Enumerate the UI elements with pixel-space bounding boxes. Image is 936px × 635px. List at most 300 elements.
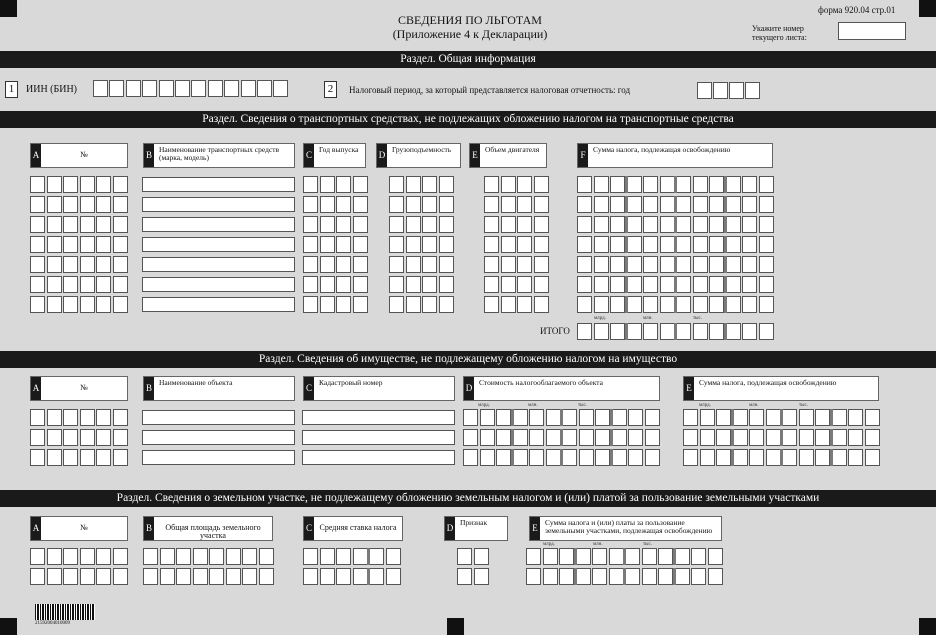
land-rate-cell[interactable] xyxy=(386,548,401,565)
transport-no-cell[interactable] xyxy=(80,296,95,313)
transport-tax-cell[interactable] xyxy=(709,296,724,313)
transport-year-cell[interactable] xyxy=(336,216,351,233)
land-tax-cell[interactable] xyxy=(708,568,723,585)
transport-capacity-cell[interactable] xyxy=(439,236,454,253)
transport-tax-cell[interactable] xyxy=(577,256,592,273)
transport-engine-cell[interactable] xyxy=(501,176,516,193)
property-tax-cell[interactable] xyxy=(865,449,880,466)
transport-no-cell[interactable] xyxy=(30,216,45,233)
iin-digit-cell[interactable] xyxy=(175,80,190,97)
transport-year-cell[interactable] xyxy=(303,176,318,193)
land-tax-cell[interactable] xyxy=(543,568,558,585)
transport-tax-cell[interactable] xyxy=(627,236,642,253)
transport-engine-cell[interactable] xyxy=(517,236,532,253)
property-value-cell[interactable] xyxy=(628,429,643,446)
land-tax-cell[interactable] xyxy=(543,548,558,565)
transport-no-cell[interactable] xyxy=(63,296,78,313)
transport-capacity-cell[interactable] xyxy=(406,276,421,293)
property-no-cell[interactable] xyxy=(63,449,78,466)
property-tax-cell[interactable] xyxy=(832,409,847,426)
transport-tax-cell[interactable] xyxy=(742,296,757,313)
property-tax-cell[interactable] xyxy=(683,429,698,446)
transport-total-cell[interactable] xyxy=(643,323,658,340)
property-no-cell[interactable] xyxy=(80,449,95,466)
transport-tax-cell[interactable] xyxy=(660,256,675,273)
transport-capacity-cell[interactable] xyxy=(389,196,404,213)
transport-tax-cell[interactable] xyxy=(676,256,691,273)
land-tax-cell[interactable] xyxy=(559,568,574,585)
transport-tax-cell[interactable] xyxy=(759,276,774,293)
property-value-cell[interactable] xyxy=(612,449,627,466)
land-no-cell[interactable] xyxy=(30,548,45,565)
land-tax-cell[interactable] xyxy=(675,548,690,565)
transport-tax-cell[interactable] xyxy=(742,256,757,273)
land-tax-cell[interactable] xyxy=(642,548,657,565)
iin-digit-cell[interactable] xyxy=(257,80,272,97)
transport-engine-cell[interactable] xyxy=(484,176,499,193)
transport-tax-cell[interactable] xyxy=(643,196,658,213)
property-value-cell[interactable] xyxy=(595,409,610,426)
iin-digit-cell[interactable] xyxy=(159,80,174,97)
transport-year-cell[interactable] xyxy=(336,276,351,293)
land-area-cell[interactable] xyxy=(259,568,274,585)
land-rate-cell[interactable] xyxy=(353,548,368,565)
property-value-cell[interactable] xyxy=(480,449,495,466)
year-digit-cell[interactable] xyxy=(697,82,712,99)
land-rate-cell[interactable] xyxy=(369,548,384,565)
transport-no-cell[interactable] xyxy=(96,256,111,273)
transport-tax-cell[interactable] xyxy=(660,176,675,193)
transport-year-cell[interactable] xyxy=(320,196,335,213)
land-tax-cell[interactable] xyxy=(691,548,706,565)
property-name-field[interactable] xyxy=(142,410,295,425)
transport-engine-cell[interactable] xyxy=(501,276,516,293)
transport-no-cell[interactable] xyxy=(80,276,95,293)
transport-tax-cell[interactable] xyxy=(726,196,741,213)
transport-no-cell[interactable] xyxy=(80,196,95,213)
transport-engine-cell[interactable] xyxy=(534,296,549,313)
iin-digit-cell[interactable] xyxy=(273,80,288,97)
land-rate-cell[interactable] xyxy=(336,568,351,585)
land-flag-cell[interactable] xyxy=(457,548,472,565)
transport-capacity-cell[interactable] xyxy=(389,216,404,233)
transport-tax-cell[interactable] xyxy=(660,196,675,213)
transport-tax-cell[interactable] xyxy=(709,276,724,293)
property-no-cell[interactable] xyxy=(47,409,62,426)
transport-year-cell[interactable] xyxy=(303,196,318,213)
transport-tax-cell[interactable] xyxy=(610,276,625,293)
transport-no-cell[interactable] xyxy=(30,256,45,273)
transport-no-cell[interactable] xyxy=(80,216,95,233)
land-tax-cell[interactable] xyxy=(625,568,640,585)
property-tax-cell[interactable] xyxy=(683,449,698,466)
property-value-cell[interactable] xyxy=(480,429,495,446)
property-tax-cell[interactable] xyxy=(700,449,715,466)
land-rate-cell[interactable] xyxy=(320,548,335,565)
property-tax-cell[interactable] xyxy=(733,449,748,466)
transport-year-cell[interactable] xyxy=(353,256,368,273)
property-no-cell[interactable] xyxy=(30,429,45,446)
land-no-cell[interactable] xyxy=(113,548,128,565)
transport-year-cell[interactable] xyxy=(353,236,368,253)
property-no-cell[interactable] xyxy=(63,409,78,426)
transport-capacity-cell[interactable] xyxy=(422,236,437,253)
transport-year-cell[interactable] xyxy=(353,196,368,213)
transport-tax-cell[interactable] xyxy=(742,276,757,293)
transport-tax-cell[interactable] xyxy=(577,236,592,253)
transport-no-cell[interactable] xyxy=(47,196,62,213)
property-value-cell[interactable] xyxy=(562,449,577,466)
property-tax-cell[interactable] xyxy=(832,449,847,466)
transport-tax-cell[interactable] xyxy=(594,176,609,193)
transport-year-cell[interactable] xyxy=(303,236,318,253)
property-value-cell[interactable] xyxy=(628,409,643,426)
property-value-cell[interactable] xyxy=(529,429,544,446)
transport-no-cell[interactable] xyxy=(47,296,62,313)
transport-engine-cell[interactable] xyxy=(501,196,516,213)
transport-tax-cell[interactable] xyxy=(660,296,675,313)
transport-tax-cell[interactable] xyxy=(594,236,609,253)
transport-total-cell[interactable] xyxy=(742,323,757,340)
land-area-cell[interactable] xyxy=(193,568,208,585)
iin-digit-cell[interactable] xyxy=(126,80,141,97)
transport-capacity-cell[interactable] xyxy=(422,296,437,313)
property-value-cell[interactable] xyxy=(463,429,478,446)
transport-tax-cell[interactable] xyxy=(577,276,592,293)
transport-year-cell[interactable] xyxy=(303,296,318,313)
property-value-cell[interactable] xyxy=(612,429,627,446)
transport-no-cell[interactable] xyxy=(113,276,128,293)
property-no-cell[interactable] xyxy=(96,429,111,446)
property-value-cell[interactable] xyxy=(546,429,561,446)
property-value-cell[interactable] xyxy=(529,409,544,426)
land-tax-cell[interactable] xyxy=(691,568,706,585)
transport-capacity-cell[interactable] xyxy=(422,176,437,193)
transport-engine-cell[interactable] xyxy=(484,236,499,253)
transport-year-cell[interactable] xyxy=(336,196,351,213)
transport-engine-cell[interactable] xyxy=(484,196,499,213)
transport-year-cell[interactable] xyxy=(336,256,351,273)
iin-digit-cell[interactable] xyxy=(142,80,157,97)
transport-capacity-cell[interactable] xyxy=(389,296,404,313)
transport-no-cell[interactable] xyxy=(80,236,95,253)
transport-total-cell[interactable] xyxy=(693,323,708,340)
transport-tax-cell[interactable] xyxy=(693,296,708,313)
transport-tax-cell[interactable] xyxy=(693,256,708,273)
transport-tax-cell[interactable] xyxy=(709,176,724,193)
property-tax-cell[interactable] xyxy=(749,429,764,446)
land-no-cell[interactable] xyxy=(47,568,62,585)
property-no-cell[interactable] xyxy=(80,429,95,446)
transport-tax-cell[interactable] xyxy=(594,196,609,213)
transport-tax-cell[interactable] xyxy=(643,276,658,293)
transport-tax-cell[interactable] xyxy=(759,216,774,233)
land-tax-cell[interactable] xyxy=(526,568,541,585)
transport-no-cell[interactable] xyxy=(96,276,111,293)
property-value-cell[interactable] xyxy=(562,429,577,446)
transport-no-cell[interactable] xyxy=(63,176,78,193)
transport-name-field[interactable] xyxy=(142,177,295,192)
transport-total-cell[interactable] xyxy=(660,323,675,340)
land-tax-cell[interactable] xyxy=(708,548,723,565)
transport-engine-cell[interactable] xyxy=(517,216,532,233)
transport-tax-cell[interactable] xyxy=(742,196,757,213)
property-tax-cell[interactable] xyxy=(865,429,880,446)
transport-tax-cell[interactable] xyxy=(676,176,691,193)
transport-engine-cell[interactable] xyxy=(534,256,549,273)
transport-engine-cell[interactable] xyxy=(517,176,532,193)
land-no-cell[interactable] xyxy=(113,568,128,585)
transport-tax-cell[interactable] xyxy=(610,176,625,193)
transport-total-cell[interactable] xyxy=(726,323,741,340)
transport-total-cell[interactable] xyxy=(577,323,592,340)
transport-capacity-cell[interactable] xyxy=(439,176,454,193)
property-tax-cell[interactable] xyxy=(815,409,830,426)
property-value-cell[interactable] xyxy=(529,449,544,466)
transport-capacity-cell[interactable] xyxy=(406,216,421,233)
transport-tax-cell[interactable] xyxy=(627,196,642,213)
transport-engine-cell[interactable] xyxy=(534,176,549,193)
property-name-field[interactable] xyxy=(142,430,295,445)
property-tax-cell[interactable] xyxy=(782,409,797,426)
transport-capacity-cell[interactable] xyxy=(389,176,404,193)
property-tax-cell[interactable] xyxy=(832,429,847,446)
property-tax-cell[interactable] xyxy=(848,449,863,466)
transport-tax-cell[interactable] xyxy=(726,276,741,293)
transport-no-cell[interactable] xyxy=(96,176,111,193)
transport-tax-cell[interactable] xyxy=(676,276,691,293)
transport-year-cell[interactable] xyxy=(320,256,335,273)
transport-tax-cell[interactable] xyxy=(643,296,658,313)
land-rate-cell[interactable] xyxy=(320,568,335,585)
transport-tax-cell[interactable] xyxy=(610,196,625,213)
transport-tax-cell[interactable] xyxy=(676,296,691,313)
transport-tax-cell[interactable] xyxy=(759,236,774,253)
transport-tax-cell[interactable] xyxy=(643,256,658,273)
property-tax-cell[interactable] xyxy=(865,409,880,426)
property-no-cell[interactable] xyxy=(47,429,62,446)
transport-capacity-cell[interactable] xyxy=(422,196,437,213)
property-value-cell[interactable] xyxy=(513,449,528,466)
property-cadastral-field[interactable] xyxy=(302,410,455,425)
transport-year-cell[interactable] xyxy=(320,276,335,293)
property-no-cell[interactable] xyxy=(30,449,45,466)
transport-capacity-cell[interactable] xyxy=(389,276,404,293)
transport-no-cell[interactable] xyxy=(96,216,111,233)
transport-no-cell[interactable] xyxy=(80,256,95,273)
property-tax-cell[interactable] xyxy=(749,449,764,466)
transport-tax-cell[interactable] xyxy=(660,276,675,293)
property-tax-cell[interactable] xyxy=(799,429,814,446)
transport-tax-cell[interactable] xyxy=(660,236,675,253)
transport-tax-cell[interactable] xyxy=(643,176,658,193)
transport-engine-cell[interactable] xyxy=(501,236,516,253)
property-tax-cell[interactable] xyxy=(700,429,715,446)
property-no-cell[interactable] xyxy=(47,449,62,466)
property-tax-cell[interactable] xyxy=(700,409,715,426)
land-no-cell[interactable] xyxy=(80,548,95,565)
year-digit-cell[interactable] xyxy=(745,82,760,99)
land-area-cell[interactable] xyxy=(176,568,191,585)
property-tax-cell[interactable] xyxy=(782,449,797,466)
transport-no-cell[interactable] xyxy=(30,236,45,253)
transport-tax-cell[interactable] xyxy=(577,296,592,313)
property-value-cell[interactable] xyxy=(546,409,561,426)
transport-no-cell[interactable] xyxy=(96,236,111,253)
transport-year-cell[interactable] xyxy=(320,176,335,193)
property-tax-cell[interactable] xyxy=(716,429,731,446)
property-value-cell[interactable] xyxy=(463,409,478,426)
transport-tax-cell[interactable] xyxy=(759,196,774,213)
property-value-cell[interactable] xyxy=(562,409,577,426)
transport-tax-cell[interactable] xyxy=(594,276,609,293)
property-cadastral-field[interactable] xyxy=(302,430,455,445)
transport-tax-cell[interactable] xyxy=(676,236,691,253)
transport-tax-cell[interactable] xyxy=(627,256,642,273)
transport-capacity-cell[interactable] xyxy=(406,256,421,273)
land-flag-cell[interactable] xyxy=(457,568,472,585)
transport-engine-cell[interactable] xyxy=(534,216,549,233)
transport-capacity-cell[interactable] xyxy=(406,296,421,313)
transport-tax-cell[interactable] xyxy=(693,236,708,253)
property-no-cell[interactable] xyxy=(96,449,111,466)
transport-tax-cell[interactable] xyxy=(742,216,757,233)
transport-engine-cell[interactable] xyxy=(484,276,499,293)
transport-year-cell[interactable] xyxy=(320,296,335,313)
property-tax-cell[interactable] xyxy=(799,409,814,426)
property-tax-cell[interactable] xyxy=(749,409,764,426)
land-rate-cell[interactable] xyxy=(336,548,351,565)
land-rate-cell[interactable] xyxy=(353,568,368,585)
transport-no-cell[interactable] xyxy=(47,176,62,193)
transport-year-cell[interactable] xyxy=(336,176,351,193)
property-value-cell[interactable] xyxy=(496,449,511,466)
transport-tax-cell[interactable] xyxy=(610,256,625,273)
land-tax-cell[interactable] xyxy=(609,568,624,585)
transport-tax-cell[interactable] xyxy=(693,216,708,233)
transport-year-cell[interactable] xyxy=(336,236,351,253)
land-no-cell[interactable] xyxy=(30,568,45,585)
transport-tax-cell[interactable] xyxy=(742,236,757,253)
transport-no-cell[interactable] xyxy=(30,276,45,293)
transport-capacity-cell[interactable] xyxy=(389,256,404,273)
transport-engine-cell[interactable] xyxy=(484,216,499,233)
property-value-cell[interactable] xyxy=(595,429,610,446)
iin-digit-cell[interactable] xyxy=(224,80,239,97)
transport-no-cell[interactable] xyxy=(63,276,78,293)
transport-tax-cell[interactable] xyxy=(726,256,741,273)
property-value-cell[interactable] xyxy=(513,409,528,426)
land-tax-cell[interactable] xyxy=(526,548,541,565)
transport-tax-cell[interactable] xyxy=(693,176,708,193)
transport-no-cell[interactable] xyxy=(63,216,78,233)
land-flag-cell[interactable] xyxy=(474,568,489,585)
transport-year-cell[interactable] xyxy=(336,296,351,313)
transport-engine-cell[interactable] xyxy=(501,256,516,273)
transport-no-cell[interactable] xyxy=(47,276,62,293)
transport-tax-cell[interactable] xyxy=(693,276,708,293)
transport-tax-cell[interactable] xyxy=(709,236,724,253)
property-tax-cell[interactable] xyxy=(766,449,781,466)
year-digit-cell[interactable] xyxy=(729,82,744,99)
property-no-cell[interactable] xyxy=(80,409,95,426)
transport-name-field[interactable] xyxy=(142,197,295,212)
land-area-cell[interactable] xyxy=(209,548,224,565)
property-tax-cell[interactable] xyxy=(815,449,830,466)
property-tax-cell[interactable] xyxy=(766,429,781,446)
property-tax-cell[interactable] xyxy=(683,409,698,426)
property-no-cell[interactable] xyxy=(113,409,128,426)
property-value-cell[interactable] xyxy=(628,449,643,466)
property-no-cell[interactable] xyxy=(96,409,111,426)
transport-year-cell[interactable] xyxy=(303,216,318,233)
property-value-cell[interactable] xyxy=(645,409,660,426)
transport-engine-cell[interactable] xyxy=(484,296,499,313)
transport-no-cell[interactable] xyxy=(30,196,45,213)
transport-year-cell[interactable] xyxy=(353,216,368,233)
year-digit-cell[interactable] xyxy=(713,82,728,99)
property-tax-cell[interactable] xyxy=(848,409,863,426)
land-area-cell[interactable] xyxy=(242,568,257,585)
transport-capacity-cell[interactable] xyxy=(439,216,454,233)
transport-total-cell[interactable] xyxy=(627,323,642,340)
transport-tax-cell[interactable] xyxy=(709,256,724,273)
transport-engine-cell[interactable] xyxy=(517,256,532,273)
transport-tax-cell[interactable] xyxy=(726,216,741,233)
transport-engine-cell[interactable] xyxy=(534,236,549,253)
transport-name-field[interactable] xyxy=(142,217,295,232)
transport-no-cell[interactable] xyxy=(113,176,128,193)
transport-capacity-cell[interactable] xyxy=(422,216,437,233)
property-value-cell[interactable] xyxy=(480,409,495,426)
iin-digit-cell[interactable] xyxy=(241,80,256,97)
transport-no-cell[interactable] xyxy=(113,196,128,213)
transport-engine-cell[interactable] xyxy=(501,216,516,233)
transport-no-cell[interactable] xyxy=(63,196,78,213)
transport-tax-cell[interactable] xyxy=(577,196,592,213)
land-area-cell[interactable] xyxy=(160,548,175,565)
land-tax-cell[interactable] xyxy=(559,548,574,565)
land-no-cell[interactable] xyxy=(96,548,111,565)
land-rate-cell[interactable] xyxy=(303,548,318,565)
land-area-cell[interactable] xyxy=(193,548,208,565)
transport-capacity-cell[interactable] xyxy=(389,236,404,253)
transport-no-cell[interactable] xyxy=(80,176,95,193)
transport-year-cell[interactable] xyxy=(353,276,368,293)
transport-tax-cell[interactable] xyxy=(676,196,691,213)
property-tax-cell[interactable] xyxy=(766,409,781,426)
transport-tax-cell[interactable] xyxy=(610,236,625,253)
property-no-cell[interactable] xyxy=(63,429,78,446)
transport-year-cell[interactable] xyxy=(320,216,335,233)
transport-capacity-cell[interactable] xyxy=(439,256,454,273)
transport-engine-cell[interactable] xyxy=(517,196,532,213)
transport-tax-cell[interactable] xyxy=(660,216,675,233)
land-area-cell[interactable] xyxy=(176,548,191,565)
land-tax-cell[interactable] xyxy=(658,568,673,585)
transport-tax-cell[interactable] xyxy=(627,296,642,313)
transport-capacity-cell[interactable] xyxy=(422,276,437,293)
transport-no-cell[interactable] xyxy=(30,296,45,313)
property-tax-cell[interactable] xyxy=(782,429,797,446)
transport-tax-cell[interactable] xyxy=(742,176,757,193)
transport-year-cell[interactable] xyxy=(320,236,335,253)
property-value-cell[interactable] xyxy=(612,409,627,426)
property-tax-cell[interactable] xyxy=(799,449,814,466)
transport-capacity-cell[interactable] xyxy=(406,196,421,213)
land-area-cell[interactable] xyxy=(160,568,175,585)
land-no-cell[interactable] xyxy=(96,568,111,585)
